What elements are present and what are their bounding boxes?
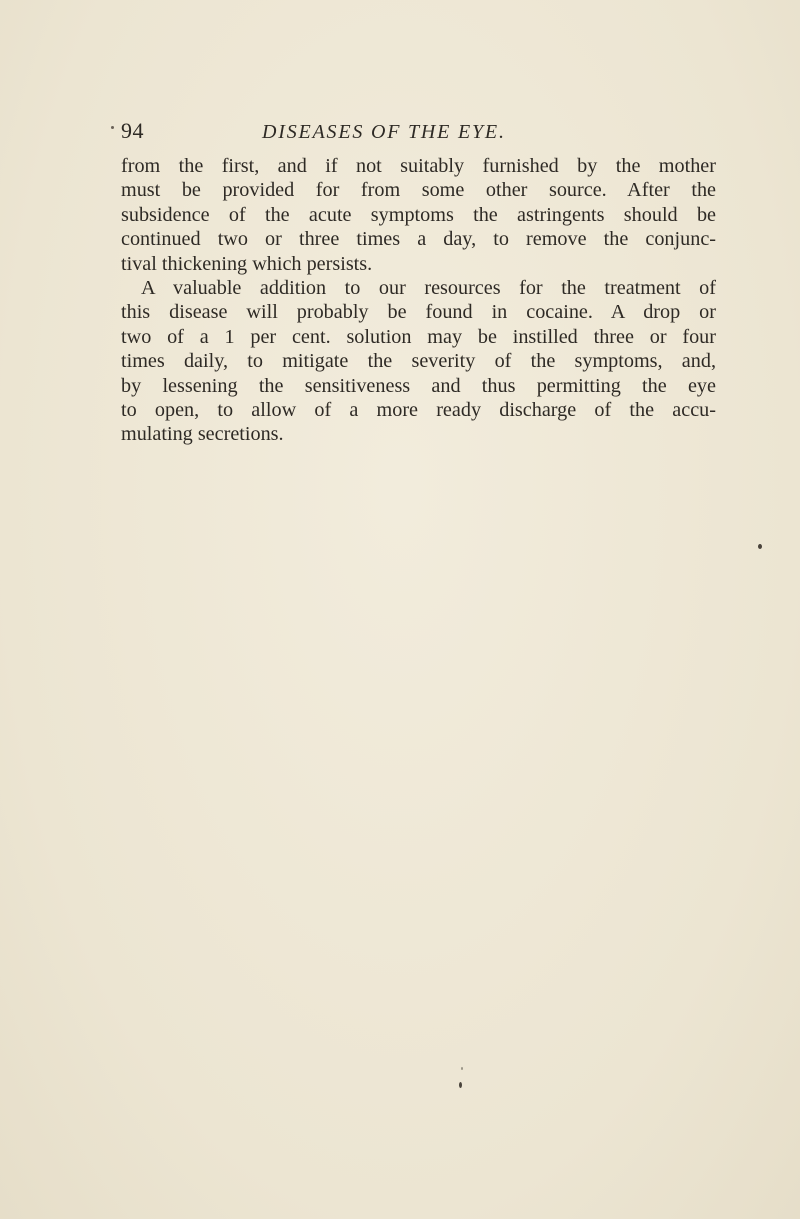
paper-speck [459, 1082, 462, 1088]
text-line: this disease will probably be found in cocaine. A drop or [121, 301, 716, 324]
paragraph-1 [121, 154, 716, 276]
page-number: 94 [121, 118, 144, 143]
paragraph-2 [121, 276, 716, 447]
running-title: DISEASES OF THE EYE. [262, 121, 506, 143]
text-line: subsidence of the acute symptoms the astringents should be [121, 203, 716, 226]
text-line: to open, to allow of a more ready discharge of the accu- [121, 399, 716, 422]
text-line: two of a 1 per cent. solution may be instilled three or four [121, 325, 716, 348]
text-line: mulating secretions. [121, 423, 284, 446]
text-line: must be provided for from some other source. After the [121, 179, 716, 202]
paper-speck [758, 544, 762, 549]
text-line: from the first, and if not suitably furnished by the mother [121, 155, 716, 177]
running-head [112, 118, 712, 148]
text-line: A valuable addition to our resources for the treatment of [141, 277, 716, 300]
text-line: continued two or three times a day, to remove the conjunc- [121, 228, 716, 251]
body-text [121, 154, 716, 447]
text-line: by lessening the sensitiveness and thus permitting the eye [121, 374, 716, 397]
text-line: times daily, to mitigate the severity of the symptoms, and, [121, 350, 716, 373]
paper-speck [461, 1067, 463, 1070]
text-line: tival thickening which persists. [121, 252, 373, 275]
